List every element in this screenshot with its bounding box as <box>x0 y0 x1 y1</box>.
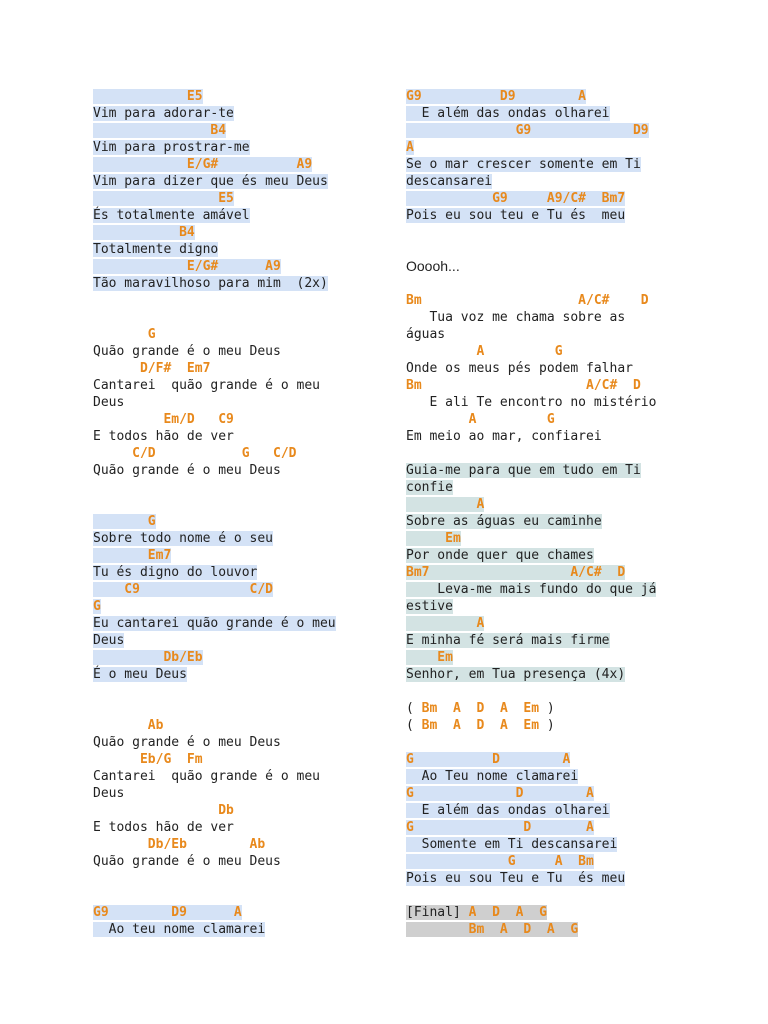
chord-line <box>93 513 363 530</box>
lyric-text: Pois eu sou Teu e Tu és meu <box>406 871 626 886</box>
chord-line <box>93 156 363 173</box>
chord-line <box>406 190 706 207</box>
chord-text: G9 D9 A <box>93 905 242 920</box>
lyric-text: Ao Teu nome clamarei <box>406 769 579 784</box>
spacer <box>93 292 363 326</box>
lyric-text: Vim para prostrar-me <box>93 140 250 155</box>
lyric-line <box>406 904 706 921</box>
chord-line <box>93 190 363 207</box>
lyric-text: Quão grande é o meu Deus <box>93 344 281 359</box>
lyric-line <box>406 156 706 173</box>
lyric-line <box>406 326 706 343</box>
lyric-text: estive <box>406 599 453 614</box>
lyric-line <box>93 428 363 445</box>
spacer <box>406 734 706 751</box>
chord-line <box>406 921 706 938</box>
lyric-text: E minha fé será mais firme <box>406 633 610 648</box>
chord-line <box>93 802 363 819</box>
chord-token: Em <box>523 718 540 733</box>
chord-line <box>406 139 706 156</box>
lyric-line <box>93 207 363 224</box>
chord-token: G <box>539 905 547 920</box>
lyric-text: Por onde quer que chames <box>406 548 594 563</box>
lyric-line <box>406 479 706 496</box>
lyric-text: É o meu Deus <box>93 667 187 682</box>
chord-text: G <box>93 599 101 614</box>
chord-token: A <box>499 718 508 733</box>
lyric-text: E além das ondas olharei <box>406 106 610 121</box>
lyric-text: Eu cantarei quão grande é o meu <box>93 616 336 631</box>
lyric-line <box>93 377 363 394</box>
chord-line <box>93 717 363 734</box>
spacer <box>93 870 363 904</box>
chord-line <box>93 360 363 377</box>
chord-token: A <box>452 701 461 716</box>
lyric-line <box>406 513 706 530</box>
text-token <box>476 905 492 920</box>
chord-line <box>93 547 363 564</box>
chord-line <box>93 445 363 462</box>
chord-text: G9 D9 <box>406 123 649 138</box>
chord-line <box>406 343 706 360</box>
chord-token: A <box>515 905 524 920</box>
lyric-line <box>93 768 363 785</box>
lyric-line <box>93 785 363 802</box>
text-token <box>461 718 477 733</box>
text-token <box>437 718 453 733</box>
lyric-text: És totalmente amável <box>93 208 250 223</box>
chord-text: G D A <box>406 820 594 835</box>
chord-line <box>93 598 363 615</box>
chord-token: A <box>468 905 477 920</box>
chord-text: G A Bm <box>406 854 594 869</box>
chord-text: A G <box>406 412 555 427</box>
lyric-line <box>93 853 363 870</box>
chord-text: Db/Eb Ab <box>93 837 266 852</box>
text-token <box>484 701 500 716</box>
lyric-text: Ooooh... <box>406 258 460 274</box>
text-token <box>461 701 477 716</box>
lyric-text: Totalmente digno <box>93 242 219 257</box>
chord-text: Em7 <box>93 548 172 563</box>
lyric-line <box>406 207 706 224</box>
lyric-text: Vim para adorar-te <box>93 106 234 121</box>
chord-token: Em <box>523 701 540 716</box>
chord-line <box>406 88 706 105</box>
lyric-text: E além das ondas olharei <box>406 803 610 818</box>
right-column <box>406 88 706 938</box>
spacer <box>406 445 706 462</box>
lyric-text: Ao teu nome clamarei <box>93 922 266 937</box>
chord-line <box>93 904 363 921</box>
chord-line <box>93 258 363 275</box>
chord-text: E/G# A9 <box>93 157 313 172</box>
lyric-text: águas <box>406 327 446 342</box>
chord-text: G D A <box>406 786 594 801</box>
lyric-text: Tua voz me chama sobre as <box>406 310 626 325</box>
lyric-line <box>93 241 363 258</box>
chord-text: C9 C/D <box>93 582 274 597</box>
lyric-text: Se o mar crescer somente em Ti <box>406 157 641 172</box>
lyric-text: Em meio ao mar, confiarei <box>406 429 602 444</box>
lyric-line <box>406 428 706 445</box>
lyric-text: Sobre todo nome é o seu <box>93 531 274 546</box>
chord-text: Em <box>406 531 461 546</box>
lyric-text: Deus <box>93 633 125 648</box>
chord-line <box>93 122 363 139</box>
text-token <box>414 701 422 716</box>
text-token <box>539 701 547 716</box>
chord-text: A <box>406 140 414 155</box>
text-token <box>539 718 547 733</box>
spacer <box>406 275 706 292</box>
lyric-text: Quão grande é o meu Deus <box>93 463 281 478</box>
lyric-line <box>93 173 363 190</box>
lyric-line <box>406 581 706 598</box>
lyric-line <box>406 632 706 649</box>
chord-text: Db <box>93 803 234 818</box>
chord-text: Eb/G Fm <box>93 752 203 767</box>
chord-text: G D A <box>406 752 571 767</box>
lyric-line <box>406 666 706 683</box>
lyric-text: Guia-me para que em tudo em Ti <box>406 463 641 478</box>
lyric-line <box>93 394 363 411</box>
text-token <box>414 718 422 733</box>
lyric-line <box>93 615 363 632</box>
left-column <box>93 88 363 938</box>
lyric-line <box>93 343 363 360</box>
lyric-text: E todos hão de ver <box>93 429 234 444</box>
text-token <box>484 718 500 733</box>
chord-token: D <box>476 718 485 733</box>
lyric-text: E todos hão de ver <box>93 820 234 835</box>
text-token <box>508 718 524 733</box>
chord-token: A <box>499 701 508 716</box>
chord-text: Bm7 A/C# D <box>406 565 626 580</box>
text-token: [Final] <box>406 905 461 920</box>
chord-text: Bm A/C# D <box>406 378 641 393</box>
chord-text: A <box>406 497 485 512</box>
spacer <box>93 479 363 513</box>
chord-line <box>406 615 706 632</box>
spacer <box>406 683 706 700</box>
lyric-line <box>406 462 706 479</box>
chord-line <box>406 496 706 513</box>
lyric-line <box>406 836 706 853</box>
chord-text: B4 <box>93 123 227 138</box>
chord-token: A <box>452 718 461 733</box>
lyric-line <box>93 275 363 292</box>
lyric-text: Deus <box>93 786 125 801</box>
chord-text: Db/Eb <box>93 650 203 665</box>
lyric-line <box>406 309 706 326</box>
spacer <box>406 224 706 258</box>
chord-line <box>406 751 706 768</box>
lyric-line <box>406 547 706 564</box>
lyric-line <box>406 700 706 717</box>
text-token <box>461 905 469 920</box>
chord-text: E5 <box>93 191 234 206</box>
chord-line <box>406 530 706 547</box>
text-token: ) <box>546 718 555 733</box>
lyric-text: E ali Te encontro no mistério <box>406 395 657 410</box>
lyric-line <box>406 717 706 734</box>
lyric-line <box>93 734 363 751</box>
lyric-line <box>406 598 706 615</box>
chord-line <box>406 122 706 139</box>
chord-line <box>93 581 363 598</box>
chord-text: Bm A/C# D <box>406 293 649 308</box>
interjection-line <box>406 258 706 275</box>
interlude-chords <box>406 718 555 733</box>
text-token: ) <box>546 701 555 716</box>
chord-text: Ab <box>93 718 164 733</box>
lyric-line <box>406 870 706 887</box>
chord-line <box>93 751 363 768</box>
chord-line <box>93 836 363 853</box>
lyric-text: Pois eu sou teu e Tu és meu <box>406 208 626 223</box>
lyric-line <box>93 632 363 649</box>
lyric-text: Tão maravilhoso para mim (2x) <box>93 276 328 291</box>
spacer <box>93 683 363 717</box>
lyric-text: Quão grande é o meu Deus <box>93 735 281 750</box>
chord-line <box>406 819 706 836</box>
chord-token: D <box>492 905 500 920</box>
text-token: ( <box>406 701 414 716</box>
chord-text: B4 <box>93 225 195 240</box>
lyric-text: Cantarei quão grande é o meu <box>93 378 320 393</box>
lyric-text: Vim para dizer que és meu Deus <box>93 174 328 189</box>
chord-token: D <box>476 701 485 716</box>
chord-line <box>93 411 363 428</box>
lyric-text: confie <box>406 480 453 495</box>
chord-text: Em/D C9 <box>93 412 234 427</box>
lyric-line <box>406 768 706 785</box>
lyric-line <box>406 360 706 377</box>
chord-text: Bm A D A G <box>406 922 579 937</box>
text-token: ( <box>406 718 414 733</box>
lyric-text: Somente em Ti descansarei <box>406 837 618 852</box>
lyric-line <box>93 564 363 581</box>
interlude-chords <box>406 701 555 716</box>
chord-line <box>406 649 706 666</box>
lyric-text: Leva-me mais fundo do que já <box>406 582 657 597</box>
chord-text: D/F# Em7 <box>93 361 211 376</box>
chord-text: C/D G C/D <box>93 446 297 461</box>
lyric-line <box>406 802 706 819</box>
chord-text: A <box>406 616 485 631</box>
lyric-text: Cantarei quão grande é o meu <box>93 769 320 784</box>
lyric-line <box>93 105 363 122</box>
chord-line <box>406 292 706 309</box>
chord-text: E5 <box>93 89 203 104</box>
chord-text: A G <box>406 344 563 359</box>
spacer <box>406 887 706 904</box>
lyric-text: Tu és digno do louvor <box>93 565 258 580</box>
chord-text: G <box>93 327 156 342</box>
lyric-line <box>93 139 363 156</box>
chord-token: Bm <box>421 701 438 716</box>
text-token <box>523 905 539 920</box>
chord-line <box>406 785 706 802</box>
chord-text: G9 D9 A <box>406 89 587 104</box>
lyric-line <box>406 105 706 122</box>
text-token <box>437 701 453 716</box>
chord-text: E/G# A9 <box>93 259 281 274</box>
text-token <box>508 701 524 716</box>
chord-line <box>406 853 706 870</box>
chord-line <box>93 326 363 343</box>
lyric-line <box>93 819 363 836</box>
lyric-line <box>93 666 363 683</box>
lyric-text: Quão grande é o meu Deus <box>93 854 281 869</box>
final-chords <box>406 905 547 920</box>
chord-line <box>93 88 363 105</box>
lyric-line <box>406 394 706 411</box>
chord-text: G <box>93 514 156 529</box>
lyric-text: Sobre as águas eu caminhe <box>406 514 602 529</box>
chord-line <box>93 649 363 666</box>
lyric-line <box>406 173 706 190</box>
lyric-text: descansarei <box>406 174 493 189</box>
chord-text: Em <box>406 650 453 665</box>
lyric-text: Onde os meus pés podem falhar <box>406 361 633 376</box>
chord-line <box>406 564 706 581</box>
lyric-line <box>93 921 363 938</box>
text-token <box>500 905 516 920</box>
lyric-text: Deus <box>93 395 125 410</box>
chord-line <box>406 411 706 428</box>
lyric-line <box>93 462 363 479</box>
chord-line <box>406 377 706 394</box>
chord-text: G9 A9/C# Bm7 <box>406 191 626 206</box>
chord-line <box>93 224 363 241</box>
lyric-line <box>93 530 363 547</box>
chord-token: Bm <box>421 718 438 733</box>
lyric-text: Senhor, em Tua presença (4x) <box>406 667 626 682</box>
